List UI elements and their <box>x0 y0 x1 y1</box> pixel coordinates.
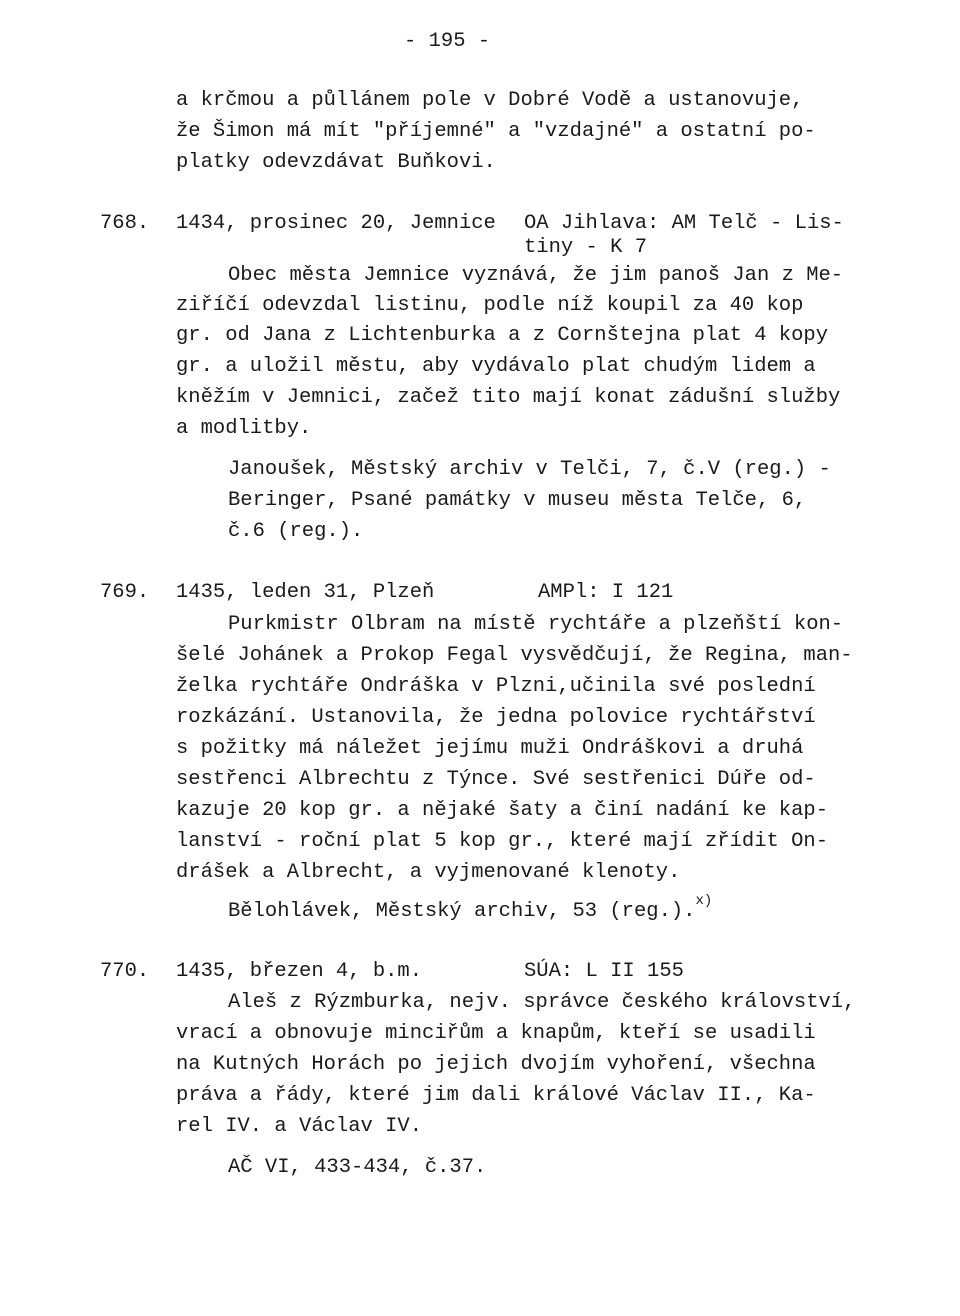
entry-body-line: rel IV. a Václav IV. <box>176 1115 423 1138</box>
entry-body-line: gr. a uložil městu, aby vydávalo plat chudým lidem a <box>176 355 816 378</box>
entry-body-line: s požitky má náležet jejímu muži Ondráškovi a druhá <box>176 737 804 760</box>
entry-date-place: 1435, březen 4, b.m. <box>176 960 423 983</box>
entry-body-line: drášek a Albrecht, a vyjmenované klenoty. <box>176 861 681 884</box>
literature-reference: AČ VI, 433-434, č.37. <box>228 1156 487 1179</box>
archive-reference: tiny - K 7 <box>524 236 648 259</box>
entry-body-line: kněžím v Jemnici, začež tito mají konat zádušní služby <box>176 386 841 409</box>
intro-line: že Šimon má mít "příjemné" a "vzdajné" a ostatní po- <box>176 120 816 143</box>
entry-number: 770. <box>100 960 150 983</box>
entry-number: 769. <box>100 581 150 604</box>
entry-body-line: ziříčí odevzdal listinu, podle níž koupil za 40 kop <box>176 294 804 317</box>
entry-body-line: sestřenci Albrechtu z Týnce. Své sestřenici Dúře od- <box>176 768 816 791</box>
entry-body-line: rozkázání. Ustanovila, že jedna polovice rychtářství <box>176 706 816 729</box>
entry-body-line: Obec města Jemnice vyznává, že jim panoš Jan z Me- <box>228 264 844 287</box>
entry-body-line: Purkmistr Olbram na místě rychtáře a plzeňští kon- <box>228 613 844 636</box>
entry-body-line: a modlitby. <box>176 417 312 440</box>
intro-line: a krčmou a půllánem pole v Dobré Vodě a ustanovuje, <box>176 89 804 112</box>
entry-date-place: 1434, prosinec 20, Jemnice <box>176 212 496 235</box>
literature-reference: č.6 (reg.). <box>228 520 364 543</box>
intro-line: platky odevzdávat Buňkovi. <box>176 151 496 174</box>
literature-reference: Janoušek, Městský archiv v Telči, 7, č.V (reg.) - <box>228 458 831 481</box>
archive-reference: SÚA: L II 155 <box>524 960 684 983</box>
footnote-mark: x) <box>695 893 713 909</box>
entry-body-line: vrací a obnovuje minciřům a knapům, kteří se usadili <box>176 1022 816 1045</box>
literature-reference-text: Bělohlávek, Městský archiv, 53 (reg.). <box>228 900 696 923</box>
archive-reference: OA Jihlava: AM Telč - Lis- <box>524 212 844 235</box>
entry-number: 768. <box>100 212 150 235</box>
entry-body-line: práva a řády, které jim dali králové Václav II., Ka- <box>176 1084 816 1107</box>
literature-reference <box>228 893 713 928</box>
entry-body-line: šelé Johánek a Prokop Fegal vysvědčují, že Regina, man- <box>176 644 853 667</box>
page-number: - 195 - <box>404 30 491 53</box>
entry-body-line: na Kutných Horách po jejich dvojím vyhoření, všechna <box>176 1053 816 1076</box>
archive-reference: AMPl: I 121 <box>538 581 674 604</box>
entry-body-line: Aleš z Rýzmburka, nejv. správce českého království, <box>228 991 856 1014</box>
entry-body-line: kazuje 20 kop gr. a nějaké šaty a činí nadání ke kap- <box>176 799 829 822</box>
literature-reference: Beringer, Psané památky v museu města Telče, 6, <box>228 489 807 512</box>
entry-body-line: želka rychtáře Ondráška v Plzni,učinila své poslední <box>176 675 816 698</box>
entry-date-place: 1435, leden 31, Plzeň <box>176 581 435 604</box>
entry-body-line: gr. od Jana z Lichtenburka a z Cornštejna plat 4 kopy <box>176 324 829 347</box>
entry-body-line: lanství - roční plat 5 kop gr., které mají zřídit On- <box>176 830 829 853</box>
